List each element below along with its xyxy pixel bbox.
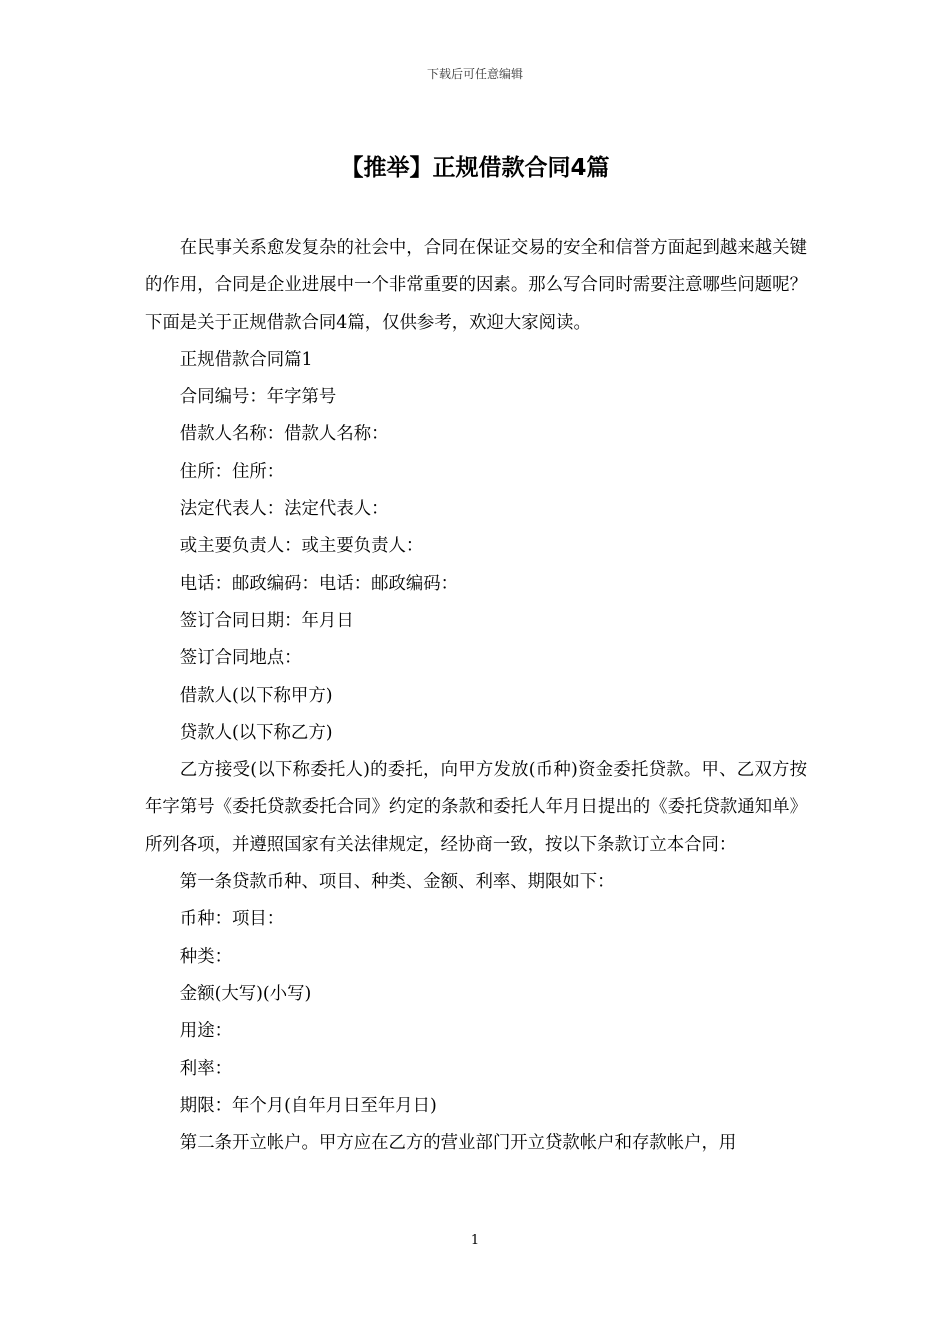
contract-number: 合同编号：年字第号 xyxy=(179,387,337,408)
loan-purpose: 用途： xyxy=(179,1021,232,1042)
party-b: 贷款人(以下称乙方) xyxy=(179,722,333,743)
page-number: 1 xyxy=(470,1233,480,1248)
address: 住所：住所： xyxy=(179,461,285,482)
principal-person: 或主要负责人：或主要负责人： xyxy=(179,536,424,557)
currency-project: 币种：项目： xyxy=(179,909,285,930)
party-a: 借款人(以下称甲方) xyxy=(179,685,333,706)
entrustment-paragraph: 乙方接受(以下称委托人)的委托，向甲方发放(币种)资金委托贷款。甲、乙双方按年字第号《委托贷款委托合同》约定的条款和委托人年月日提出的《委托贷款通知单》所列各项，并遵照国家有关法律规定，经协商一致，按以下条款订立本合同： xyxy=(145,760,807,855)
signing-date: 签订合同日期：年月日 xyxy=(179,610,354,631)
legal-representative: 法定代表人：法定代表人： xyxy=(179,499,389,520)
document-body xyxy=(145,230,807,1162)
signing-place: 签订合同地点： xyxy=(179,648,302,669)
article-one: 第一条贷款币种、项目、种类、金额、利率、期限如下： xyxy=(179,872,615,893)
document-title: 【推举】正规借款合同4篇 xyxy=(340,155,610,181)
page-header-note: 下载后可任意编辑 xyxy=(426,67,523,81)
loan-term: 期限：年个月(自年月日至年月日) xyxy=(179,1095,437,1116)
interest-rate: 利率： xyxy=(179,1058,232,1079)
loan-amount: 金额(大写)(小写) xyxy=(179,983,312,1004)
article-two: 第二条开立帐户。甲方应在乙方的营业部门开立贷款帐户和存款帐户，用 xyxy=(179,1133,737,1154)
phone-postcode: 电话：邮政编码：电话：邮政编码： xyxy=(179,573,459,594)
intro-paragraph: 在民事关系愈发复杂的社会中，合同在保证交易的安全和信誉方面起到越来越关键的作用，合同是企业进展中一个非常重要的因素。那么写合同时需要注意哪些问题呢？下面是关于正规借款合同4篇，仅供参考，欢迎大家阅读。 xyxy=(145,238,807,333)
borrower-name: 借款人名称：借款人名称： xyxy=(179,424,389,445)
section-heading: 正规借款合同篇1 xyxy=(179,349,313,370)
loan-type: 种类： xyxy=(179,946,232,967)
